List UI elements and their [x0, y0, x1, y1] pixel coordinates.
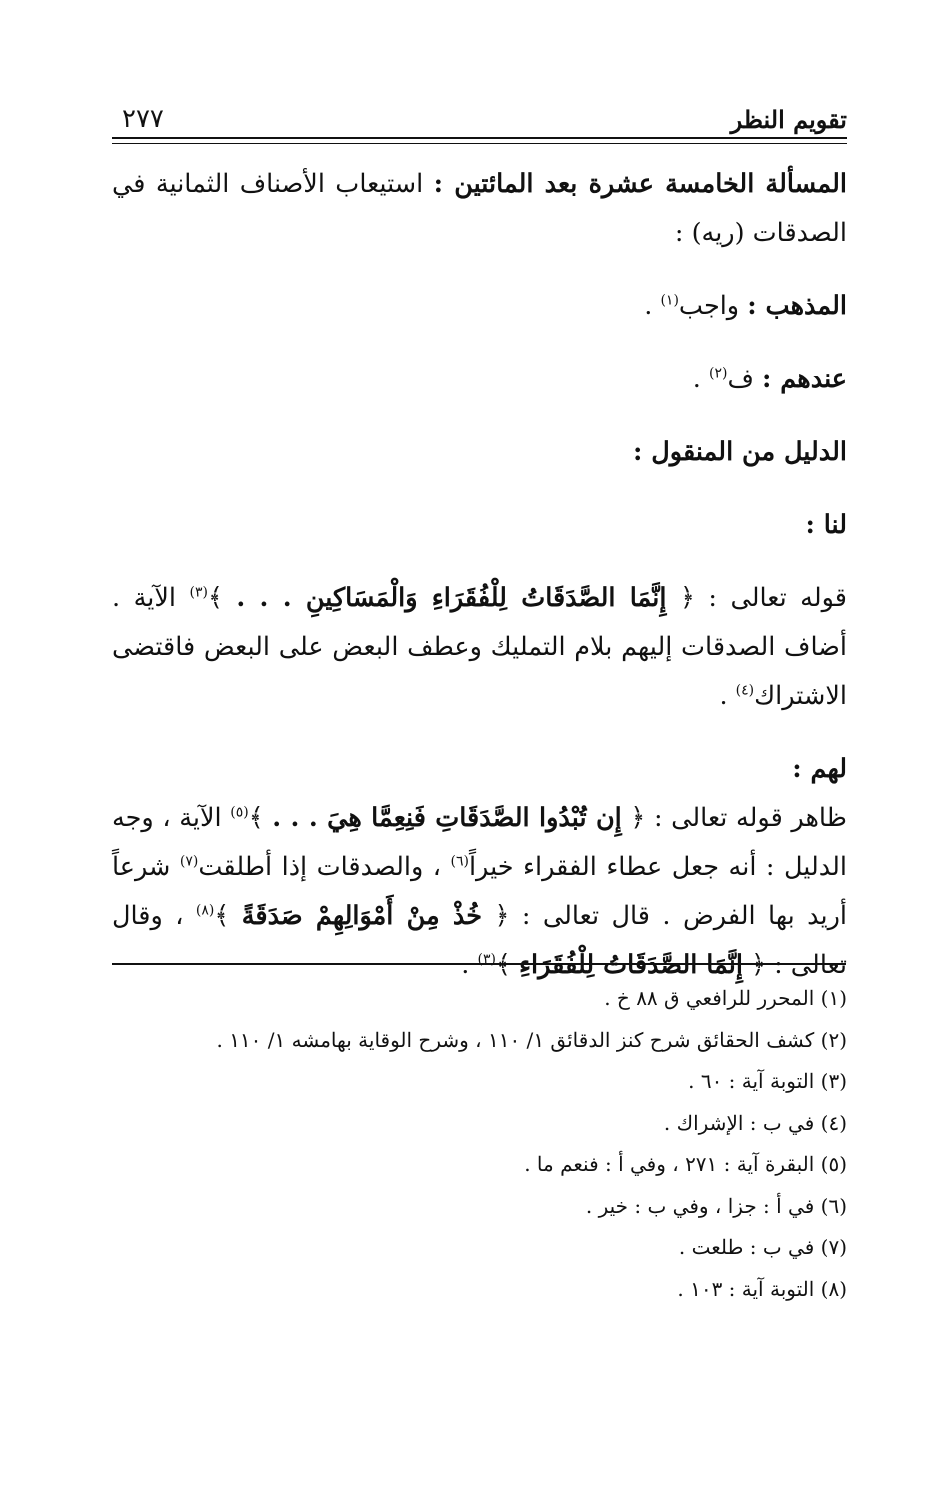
- lana-heading: لنا :: [805, 510, 847, 540]
- footnote-ref: (٥): [230, 804, 249, 821]
- running-title: تقويم النظر: [730, 105, 847, 134]
- indahum-line: عندهم : ف$^{(٢)}$ .: [692, 364, 847, 394]
- footnote-ref: (٢): [708, 365, 728, 382]
- footnote: (٦) في أ : جزا ، وفي ب : خير .: [585, 1193, 847, 1218]
- footnote: (٤) في ب : الإشراك .: [663, 1110, 847, 1135]
- footnote-separator: [112, 963, 846, 965]
- lana-paragraph: قوله تعالى : ﴿ إِنَّمَا الصَّدَقَاتُ لِلْفُقَرَاءِ وَالْمَسَاكِينِ . . . ﴾$^{(٣)}$ الآية . أضاف الصدقات إليهم بلام التمليك وعطف البعض على البعض فاقتضى الاشتراك$^{(٤)}$ .: [112, 583, 847, 711]
- footnote-ref: (٤): [735, 682, 755, 699]
- footnote: (٨) التوبة آية : ١٠٣ .: [677, 1276, 847, 1301]
- quran-verse: إِن تُبْدُوا الصَّدَقَاتِ فَنِعِمَّا هِيَ . . .: [272, 803, 622, 833]
- header-rule: [112, 137, 847, 144]
- madhhab-label: المذهب :: [747, 291, 847, 321]
- issue-text: استيعاب الأصناف الثمانية في الصدقات (ريه) :: [112, 169, 847, 248]
- lahum-heading: لهم :: [792, 754, 847, 784]
- footnote: (١) المحرر للرافعي ق ٨٨ خ .: [604, 986, 847, 1010]
- quran-verse: خُذْ مِنْ أَمْوَالِهِمْ صَدَقَةً: [241, 901, 483, 931]
- footnote: (٥) البقرة آية : ٢٧١ ، وفي أ : فنعم ما .: [524, 1152, 847, 1176]
- quran-verse: إِنَّمَا الصَّدَقَاتُ لِلْفُقَرَاءِ: [519, 950, 743, 980]
- lahum-paragraph: ظاهر قوله تعالى : ﴿ إِن تُبْدُوا الصَّدَقَاتِ فَنِعِمَّا هِيَ . . . ﴾$^{(٥)}$ الآية ، وجه الدليل : أنه جعل عطاء الفقراء خيراً$^{(٦)}$ ، والصدقات إذا أطلقت$^{(٧)}$ شرعاً أريد بها الفرض . قال تعالى : ﴿ خُذْ مِنْ أَمْوَالِهِمْ صَدَقَةً ﴾$^{(٨)}$ ، وقال تعالى : ﴿ إِنَّمَا الصَّدَقَاتُ لِلْفُقَرَاءِ ﴾$^{(٣)}$ .: [112, 803, 847, 980]
- footnote-ref: (٣): [477, 951, 496, 968]
- footnote: (٣) التوبة آية : ٦٠ .: [688, 1069, 847, 1093]
- footnote: (٧) في ب : طلعت .: [678, 1235, 847, 1259]
- footnote-ref: (١): [660, 292, 679, 309]
- issue-heading: المسألة الخامسة عشرة بعد المائتين :: [433, 169, 847, 199]
- footnote-ref: (٧): [179, 853, 199, 870]
- footnote-ref: (٦): [450, 853, 469, 870]
- footnote-ref: (٣): [189, 584, 208, 601]
- main-text: [112, 160, 847, 990]
- footnote-ref: (٨): [195, 902, 215, 919]
- page-number: ٢٧٧: [122, 104, 164, 134]
- footnotes: [112, 978, 847, 1310]
- evidence-heading: الدليل من المنقول :: [632, 437, 847, 467]
- quran-verse: إِنَّمَا الصَّدَقَاتُ لِلْفُقَرَاءِ وَالْمَسَاكِينِ . . .: [236, 583, 667, 613]
- madhhab-line: المذهب : واجب$^{(١)}$ .: [644, 291, 847, 321]
- footnote: (٢) كشف الحقائق شرح كنز الدقائق ١/ ١١٠ ، وشرح الوقاية بهامشه ١/ ١١٠ .: [216, 1027, 847, 1052]
- page-header: [112, 92, 847, 134]
- indahum-label: عندهم :: [761, 364, 847, 394]
- issue-paragraph: [112, 160, 847, 258]
